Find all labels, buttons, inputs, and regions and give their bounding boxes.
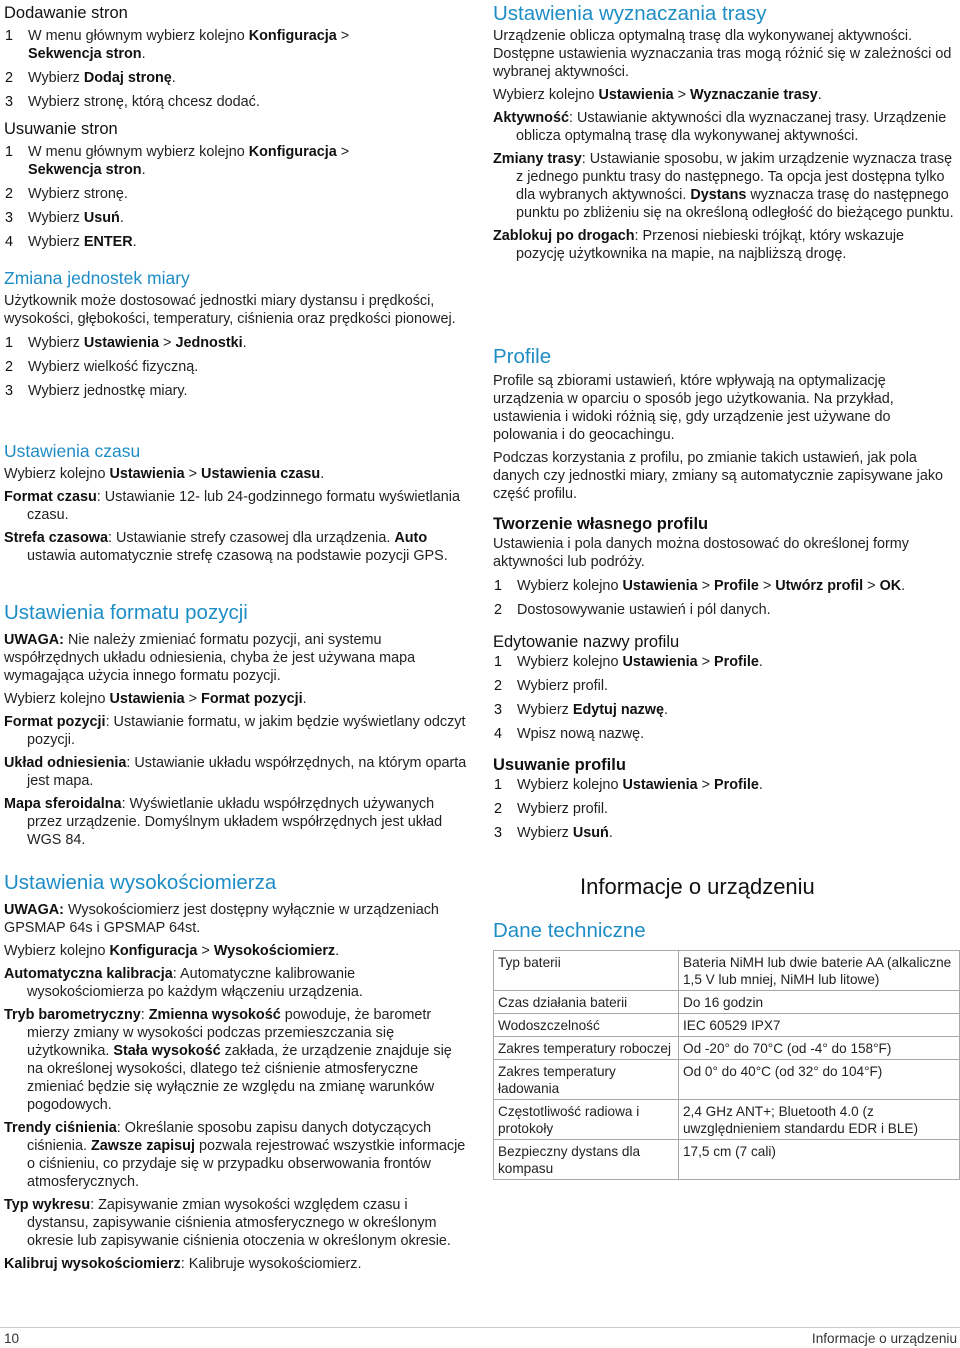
- step-3: 3 Wybierz jednostkę miary.: [5, 383, 188, 399]
- step-2: 2 Wybierz stronę.: [5, 186, 128, 202]
- section-zmiana-jednostek: [4, 267, 468, 400]
- section-title: Ustawienia czasu: [4, 441, 141, 461]
- section-title: Ustawienia wyznaczania trasy: [493, 2, 767, 25]
- spec-key: Zakres temperatury roboczej: [494, 1037, 679, 1060]
- step-3: 3 Wybierz Usuń.: [494, 825, 613, 841]
- paragraph: Użytkownik może dostosować jednostki miary dystansu i prędkości, wysokości, głębokości, temperatury, ciśnienia oraz prędkości pionowej.: [4, 293, 456, 327]
- footer-chapter-title: Informacje o urządzeniu: [811, 1331, 957, 1346]
- section-title: Ustawienia wysokościomierza: [4, 871, 277, 894]
- section-wyznaczanie-trasy: [493, 2, 956, 263]
- page-number: 10: [4, 1331, 20, 1346]
- spec-table-wrapper: [493, 950, 960, 1180]
- definition-zmiany-trasy: Zmiany trasy: Ustawianie sposobu, w jakim urządzenie wyznacza trasę z jednego punktu trasy do następnego. Ta opcja jest dostępna tylko dla wybranych aktywności. Dystans wyznacza trasę do następnego punktu po zbliżeniu się na określoną odległość do bieżącego punktu.: [493, 151, 954, 221]
- spec-key: Czas działania baterii: [494, 991, 679, 1014]
- note: UWAGA: Wysokościomierz jest dostępny wyłącznie w urządzeniach GPSMAP 64s i GPSMAP 64st.: [4, 902, 439, 936]
- section-title: Usuwanie stron: [4, 120, 118, 138]
- step-1: 1 Wybierz kolejno Ustawienia > Profile.: [494, 777, 763, 793]
- section-title-dane-techniczne: Dane techniczne: [493, 919, 646, 942]
- definition-mapa-sferoidalna: Mapa sferoidalna: Wyświetlanie układu współrzędnych używanych przez urządzenie. Domyślnym układem współrzędnych jest układ WGS 84.: [4, 796, 443, 848]
- spec-table-body: [494, 951, 960, 1180]
- spec-value: 2,4 GHz ANT+; Bluetooth 4.0 (z uwzględnieniem standardu EDR i BLE): [679, 1100, 960, 1140]
- section-tworzenie-profilu: [493, 514, 956, 619]
- paragraph: Urządzenie oblicza optymalną trasę dla wykonywanej aktywności. Dostępne ustawienia wyznaczania tras mogą różnić się w zależności od wybranej aktywności.: [493, 28, 952, 80]
- note: UWAGA: Nie należy zmieniać formatu pozycji, ani systemu współrzędnych układu odniesienia, chyba że jest używana mapa wymagająca użycia innego formatu pozycji.: [4, 632, 416, 684]
- spec-key: Zakres temperatury ładowania: [494, 1060, 679, 1100]
- definition-trendy-cisnienia: Trendy ciśnienia: Określanie sposobu zapisu danych dotyczących ciśnienia. Zawsze zapisuj pozwala rejestrować wszystkie informacje o ciśnieniu, co przydaje się w przypadku obserwowania frontów atmosferycznych.: [4, 1120, 466, 1190]
- section-format-pozycji: [4, 601, 468, 849]
- spec-key: Typ baterii: [494, 951, 679, 991]
- step-2: 2 Wybierz wielkość fizyczną.: [5, 359, 199, 375]
- spec-value: 17,5 cm (7 cali): [679, 1140, 960, 1180]
- section-usuwanie-profilu: [493, 755, 956, 842]
- definition-aktywnosc: Aktywność: Ustawianie aktywności dla wyznaczanej trasy. Urządzenie oblicza optymalną trasę dla wykonywanej aktywności.: [493, 110, 947, 144]
- step-1: 1 Wybierz kolejno Ustawienia > Profile > Utwórz profil > OK.: [494, 578, 906, 594]
- step-2: 2 Dostosowywanie ustawień i pól danych.: [494, 602, 771, 618]
- step-1: 1 Wybierz Ustawienia > Jednostki.: [5, 335, 247, 351]
- section-usuwanie-stron: [4, 119, 468, 251]
- section-title: Tworzenie własnego profilu: [493, 515, 709, 533]
- definition-typ-wykresu: Typ wykresu: Zapisywanie zmian wysokości względem czasu i dystansu, zapisywanie ciśnienia atmosferycznego w określonym okresie lub zapisywanie ciśnienia otoczenia w określonym okresie.: [4, 1197, 451, 1249]
- spec-row: [494, 1014, 960, 1037]
- step-4: 4 Wpisz nową nazwę.: [494, 726, 645, 742]
- paragraph: Ustawienia i pola danych można dostosować do określonej formy aktywności lub podróży.: [493, 536, 909, 570]
- definition-tryb-barometryczny: Tryb barometryczny: Zmienna wysokość powoduje, że barometr mierzy zmiany w wysokości podczas przemieszczania się użytkownika. Stała wysokość zakłada, że urządzenie znajduje się na określonej wysokości, dlatego też ciśnienie atmosferyczne zmieniać będzie się wyłącznie ze względu na zmianę warunków pogodowych.: [4, 1007, 452, 1113]
- section-edytowanie-nazwy: [493, 632, 956, 743]
- step-2: 2 Wybierz Dodaj stronę.: [5, 70, 176, 86]
- section-dodawanie-stron: [4, 3, 468, 111]
- paragraph: Wybierz kolejno Ustawienia > Format pozycji.: [4, 691, 307, 707]
- footer-divider: [0, 1327, 960, 1328]
- spec-value: Od 0° do 40°C (od 32° do 104°F): [679, 1060, 960, 1100]
- definition-uklad-odniesienia: Układ odniesienia: Ustawianie układu współrzędnych, na którym oparta jest mapa.: [4, 755, 467, 789]
- section-title: Zmiana jednostek miary: [4, 268, 190, 288]
- step-1: 1 W menu głównym wybierz kolejno Konfiguracja > Sekwencja stron.: [5, 28, 350, 62]
- step-3: 3 Wybierz Edytuj nazwę.: [494, 702, 669, 718]
- step-3: 3 Wybierz stronę, którą chcesz dodać.: [5, 94, 260, 110]
- definition-kalibruj: Kalibruj wysokościomierz: Kalibruje wysokościomierz.: [4, 1256, 362, 1272]
- section-title: Profile: [493, 345, 552, 368]
- spec-row: [494, 1140, 960, 1180]
- paragraph: Podczas korzystania z profilu, po zmianie takich ustawień, jak pola danych czy jednostki miary, zmiany są automatycznie zapisywane jako część profilu.: [493, 450, 944, 502]
- section-ustawienia-czasu: [4, 440, 468, 565]
- spec-row: [494, 1100, 960, 1140]
- section-title: Usuwanie profilu: [493, 756, 626, 774]
- spec-key: Bezpieczny dystans dla kompasu: [494, 1140, 679, 1180]
- paragraph: Wybierz kolejno Ustawienia > Wyznaczanie trasy.: [493, 87, 822, 103]
- spec-value: Do 16 godzin: [679, 991, 960, 1014]
- step-4: 4 Wybierz ENTER.: [5, 234, 137, 250]
- spec-table: [493, 950, 960, 1180]
- definition-automatyczna-kalibracja: Automatyczna kalibracja: Automatyczne kalibrowanie wysokościomierza po każdym włączeniu urządzenia.: [4, 966, 363, 1000]
- section-title: Dodawanie stron: [4, 4, 128, 22]
- section-wysokosciomierz: [4, 871, 468, 1273]
- step-1: 1 Wybierz kolejno Ustawienia > Profile.: [494, 654, 763, 670]
- step-3: 3 Wybierz Usuń.: [5, 210, 124, 226]
- definition-format-czasu: Format czasu: Ustawianie 12- lub 24-godzinnego formatu wyświetlania czasu.: [4, 489, 460, 523]
- paragraph: Profile są zbiorami ustawień, które wpływają na optymalizację urządzenia w oparciu o sposób jego użytkowania. Na przykład, ustawienia i widoki różnią się, gdy urządzenie jest używane do polowania i do geocachingu.: [493, 373, 894, 443]
- step-2: 2 Wybierz profil.: [494, 801, 609, 817]
- section-profile: [493, 345, 956, 503]
- chapter-title: Informacje o urządzeniu: [580, 874, 815, 899]
- step-1: 1 W menu głównym wybierz kolejno Konfiguracja > Sekwencja stron.: [5, 144, 350, 178]
- section-title: Edytowanie nazwy profilu: [493, 633, 680, 651]
- spec-value: IEC 60529 IPX7: [679, 1014, 960, 1037]
- spec-key: Częstotliwość radiowa i protokoły: [494, 1100, 679, 1140]
- spec-row: [494, 1060, 960, 1100]
- spec-value: Bateria NiMH lub dwie baterie AA (alkaliczne 1,5 V lub mniej, NiMH lub litowe): [679, 951, 960, 991]
- spec-row: [494, 991, 960, 1014]
- spec-key: Wodoszczelność: [494, 1014, 679, 1037]
- spec-row: [494, 1037, 960, 1060]
- definition-zablokuj-po-drogach: Zablokuj po drogach: Przenosi niebieski trójkąt, który wskazuje pozycję użytkownika na mapie, na najbliższą drogę.: [493, 228, 905, 262]
- section-title: Ustawienia formatu pozycji: [4, 601, 248, 624]
- definition-format-pozycji: Format pozycji: Ustawianie formatu, w jakim będzie wyświetlany odczyt pozycji.: [4, 714, 466, 748]
- spec-row: [494, 951, 960, 991]
- spec-value: Od -20° do 70°C (od -4° do 158°F): [679, 1037, 960, 1060]
- paragraph: Wybierz kolejno Konfiguracja > Wysokościomierz.: [4, 943, 340, 959]
- step-2: 2 Wybierz profil.: [494, 678, 609, 694]
- paragraph: Wybierz kolejno Ustawienia > Ustawienia czasu.: [4, 466, 325, 482]
- definition-strefa-czasowa: Strefa czasowa: Ustawianie strefy czasowej dla urządzenia. Auto ustawia automatycznie strefę czasową na podstawie pozycji GPS.: [4, 530, 448, 564]
